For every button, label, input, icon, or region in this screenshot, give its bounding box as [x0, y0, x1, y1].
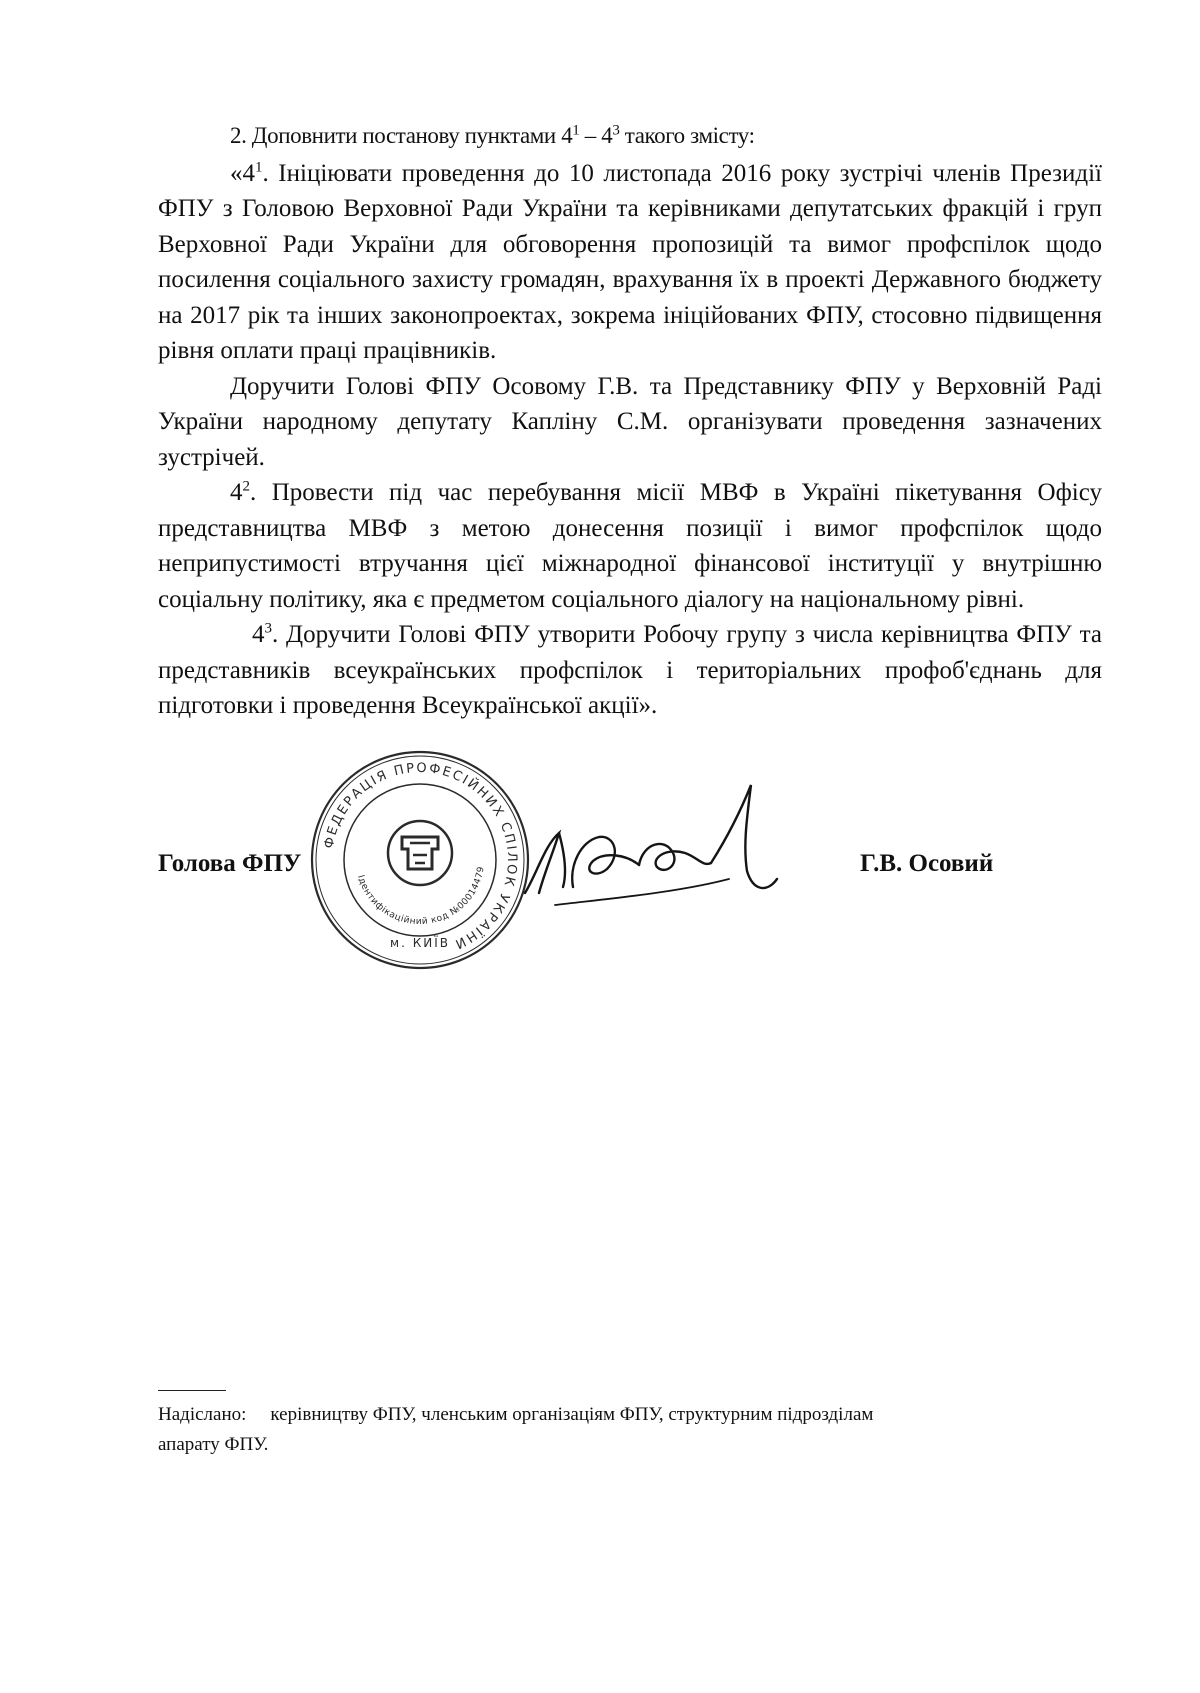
paragraph-4-2-number: 4 [230, 479, 243, 506]
paragraph-instruction-text: Доручити Голові ФПУ Осовому Г.В. та Представнику ФПУ у Верховній Раді України народному депутату Капліну С.М. організувати проведення зазначених зустрічей. [158, 372, 1102, 471]
paragraph-4-3-sup: 3 [264, 620, 272, 637]
paragraph-4-3-text: . Доручити Голові ФПУ утворити Робочу групу з числа керівництва ФПУ та представників всеукраїнських профспілок і територіальних профоб'єднань для підготовки і проведення Всеукраїнської акції». [158, 621, 1102, 719]
paragraph-4-1-text: . Ініціювати проведення до 10 листопада 2016 року зустрічі членів Президії ФПУ з Головою Верховної Ради України та керівниками депутатських фракцій і груп Верховної Ради України для обговорення пропозицій та вимог профспілок щодо посилення соціального захисту громадян, врахування їх в проекті Державного бюджету на 2017 рік та інших законопроектах, зокрема ініційованих ФПУ, стосовно підвищення рівня оплати праці працівників. [158, 159, 1102, 364]
seal-outer-text: ФЕДЕРАЦІЯ ПРОФЕСІЙНИХ СПІЛОК УКРАЇНИ [321, 760, 520, 952]
paragraph-4-2 [158, 475, 1102, 617]
distribution-note [158, 1400, 1078, 1460]
intro-text: 2. Доповнити постанову пунктами 4 [230, 123, 573, 148]
intro-sup-1: 1 [572, 122, 580, 139]
paragraph-4-3-number: 4 [252, 621, 265, 648]
signer-title: Голова ФПУ [158, 850, 302, 877]
handwritten-signature [515, 775, 785, 915]
paragraph-4-2-sup: 2 [242, 478, 250, 495]
signer-name: Г.В. Осовий [860, 850, 994, 877]
svg-text:Ідентифікаційний код №00014479 [355, 866, 487, 927]
paragraph-instruction [158, 369, 1102, 476]
seal-city: м. КИЇВ [390, 936, 450, 950]
intro-line [158, 118, 1102, 154]
intro-end: такого змісту: [619, 123, 755, 148]
paragraph-4-1-number: «4 [230, 159, 255, 187]
distribution-line-2: апарату ФПУ. [158, 1434, 269, 1455]
distribution-label: Надіслано: [158, 1404, 247, 1425]
paragraph-4-3 [158, 617, 1102, 724]
distribution-line-1 [158, 1400, 1078, 1430]
document-body [158, 118, 1102, 724]
seal-emblem [388, 821, 452, 885]
intro-sup-2: 3 [612, 122, 620, 139]
paragraph-4-2-text: . Провести під час перебування місії МВФ в Україні пікетування Офісу представництва МВФ з метою донесення позиції і вимог профспілок щодо неприпустимості втручання цієї міжнародної фінансової інституції у внутрішню соціальну політику, яка є предметом соціального діалогу на національному рівні. [158, 479, 1102, 613]
intro-mid: – 4 [579, 123, 613, 148]
official-seal-stamp [305, 745, 535, 975]
seal-inner-text: Ідентифікаційний код №00014479 [355, 865, 487, 928]
paragraph-4-1-sup: 1 [255, 159, 263, 176]
paragraph-4-1 [158, 156, 1102, 369]
footnote-divider [158, 1390, 226, 1391]
distribution-recipients: керівництву ФПУ, членським організаціям ФПУ, структурним підрозділам [270, 1404, 874, 1425]
